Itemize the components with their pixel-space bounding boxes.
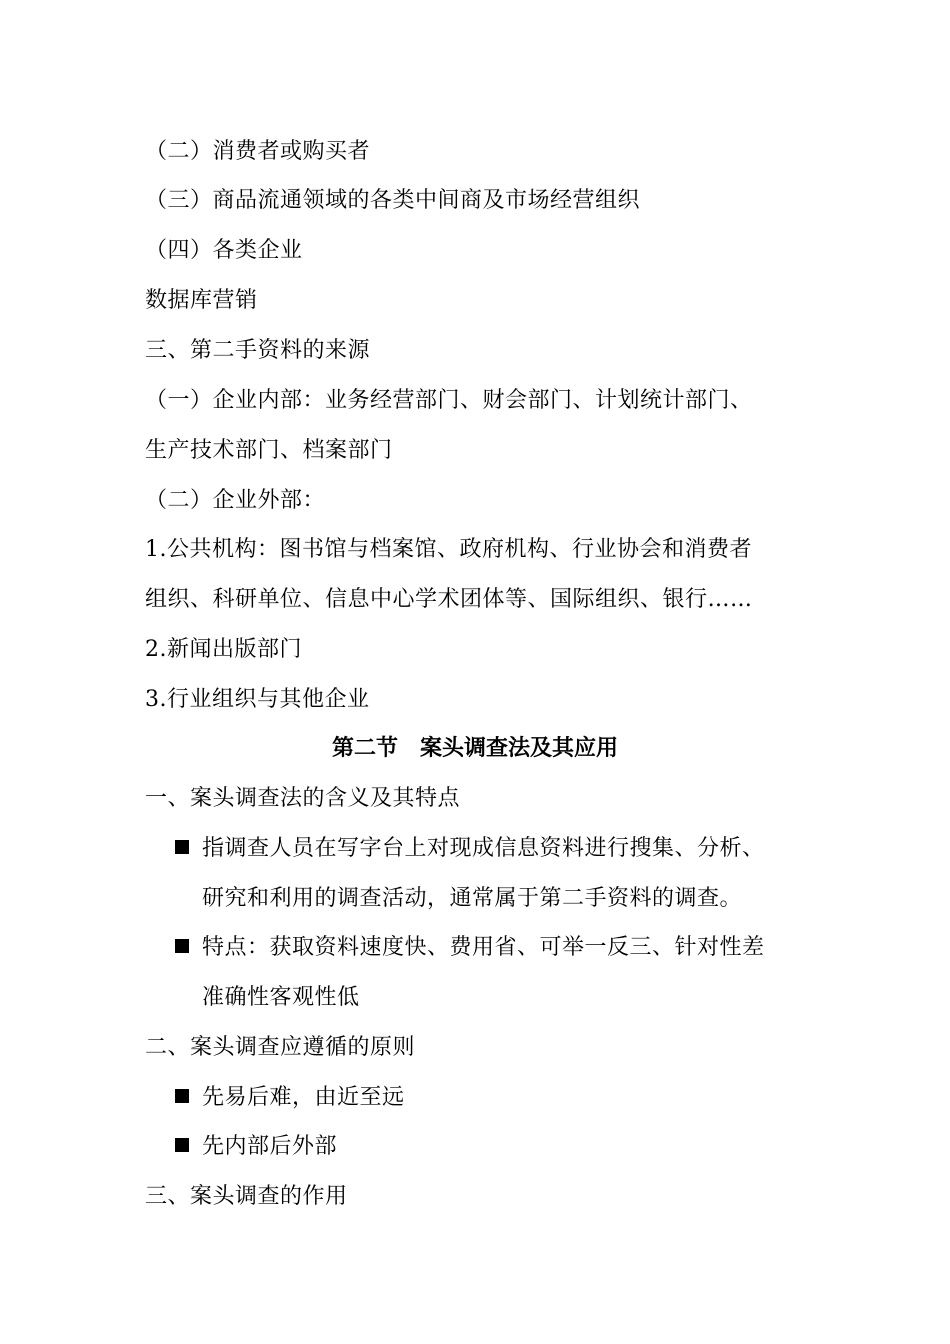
square-bullet-icon [175,939,189,953]
bullet-text: 特点：获取资料速度快、费用省、可举一反三、针对性差 [202,935,765,960]
text-line: 3.行业组织与其他企业 [145,687,370,712]
bullet-text: 指调查人员在写字台上对现成信息资料进行搜集、分析、 [202,836,765,861]
text-line: 2.新闻出版部门 [145,637,302,662]
text-line: 数据库营销 [145,288,258,313]
bullet-item [175,1132,337,1162]
text-line: （三）商品流通领域的各类中间商及市场经营组织 [145,188,641,213]
text-line: 1.公共机构：图书馆与档案馆、政府机构、行业协会和消费者 [145,537,752,562]
bullet-text: 先易后难，由近至远 [202,1085,405,1110]
section-heading: 第二节 案头调查法及其应用 [331,736,618,761]
text-line: 组织、科研单位、信息中心学术团体等、国际组织、银行…… [145,587,753,612]
part-title: 三、案头调查的作用 [145,1184,348,1209]
bullet-text: 先内部后外部 [202,1134,338,1159]
bullet-item [175,834,765,864]
part-title: 一、案头调查法的含义及其特点 [145,786,461,811]
text-line: （四）各类企业 [145,238,303,263]
bullet-item [175,933,765,963]
square-bullet-icon [175,840,189,854]
bullet-continuation: 研究和利用的调查活动，通常属于第二手资料的调查。 [202,886,743,911]
bullet-continuation: 准确性客观性低 [202,985,360,1010]
text-line: 生产技术部门、档案部门 [145,438,393,463]
text-line: （二）企业外部： [145,488,326,513]
bullet-item [175,1083,405,1113]
square-bullet-icon [175,1089,189,1103]
text-line: 三、第二手资料的来源 [145,338,371,363]
text-line: （一）企业内部：业务经营部门、财会部门、计划统计部门、 [145,388,753,413]
text-line: （二）消费者或购买者 [145,139,371,164]
square-bullet-icon [175,1138,189,1152]
part-title: 二、案头调查应遵循的原则 [145,1035,416,1060]
